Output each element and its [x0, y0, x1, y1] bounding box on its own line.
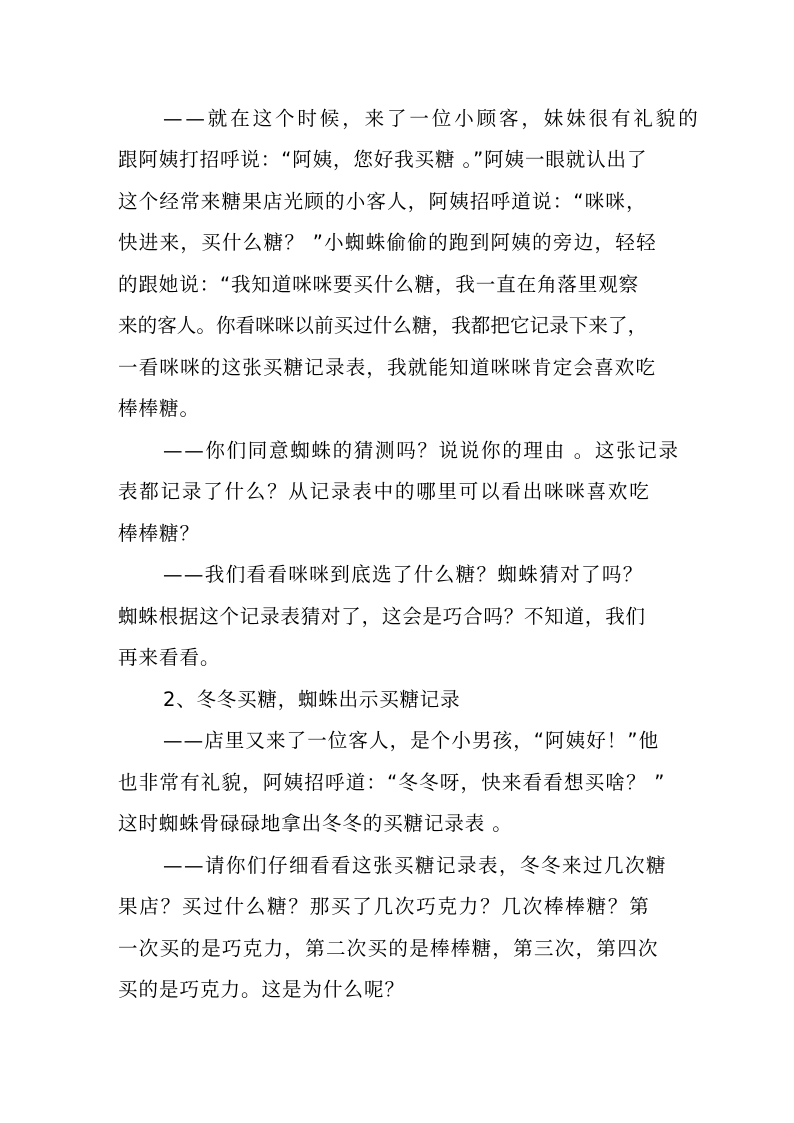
paragraph-line: 2、冬冬买糖，蜘蛛出示买糖记录 [163, 688, 461, 711]
paragraph-line: 表都记录了什么？从记录表中的哪里可以看出咪咪喜欢吃 [118, 480, 651, 503]
paragraph-line: ——我们看看咪咪到底选了什么糖？蜘蛛猜对了吗？ [163, 563, 644, 586]
paragraph-line: 的跟她说：“我知道咪咪要买什么糖，我一直在角落里观察 [118, 273, 640, 296]
paragraph-line: 果店？买过什么糖？那买了几次巧克力？几次棒棒糖？第 [118, 895, 651, 918]
paragraph-line: 这时蜘蛛骨碌碌地拿出冬冬的买糖记录表 。 [118, 812, 513, 835]
paragraph-line: 买的是巧克力。这是为什么呢？ [118, 978, 406, 1001]
paragraph-line: 棒棒糖。 [118, 397, 201, 420]
paragraph-line: ——店里又来了一位客人，是个小男孩，“阿姨好！”他 [163, 729, 660, 752]
paragraph-line: 棒棒糖？ [118, 522, 201, 545]
paragraph-line: 一看咪咪的这张买糖记录表，我就能知道咪咪肯定会喜欢吃 [118, 356, 657, 379]
paragraph-line: 一次买的是巧克力，第二次买的是棒棒糖，第三次，第四次 [118, 937, 659, 960]
paragraph-line: 也非常有礼貌，阿姨招呼道：“冬冬呀，快来看看想买啥？ ” [118, 771, 666, 794]
paragraph-line: ——你们同意蜘蛛的猜测吗？说说你的理由 。这张记录 [163, 439, 680, 462]
paragraph-line: 这个经常来糖果店光顾的小客人，阿姨招呼道说：“咪咪， [118, 190, 647, 213]
paragraph-line: ——就在这个时候，来了一位小顾客，妹妹很有礼貌的 [163, 107, 701, 130]
paragraph-line: 蜘蛛根据这个记录表猜对了，这会是巧合吗？不知道，我们 [118, 605, 646, 628]
paragraph-line: ——请你们仔细看看这张买糖记录表，冬冬来过几次糖 [163, 854, 668, 877]
paragraph-line: 来的客人。你看咪咪以前买过什么糖，我都把它记录下来了， [118, 314, 648, 337]
paragraph-line: 跟阿姨打招呼说：“阿姨，您好我买糖 。”阿姨一眼就认出了 [118, 148, 648, 171]
paragraph-line: 再来看看。 [118, 646, 221, 669]
paragraph-line: 快进来，买什么糖？ ”小蜘蛛偷偷的跑到阿姨的旁边，轻轻 [118, 231, 657, 254]
